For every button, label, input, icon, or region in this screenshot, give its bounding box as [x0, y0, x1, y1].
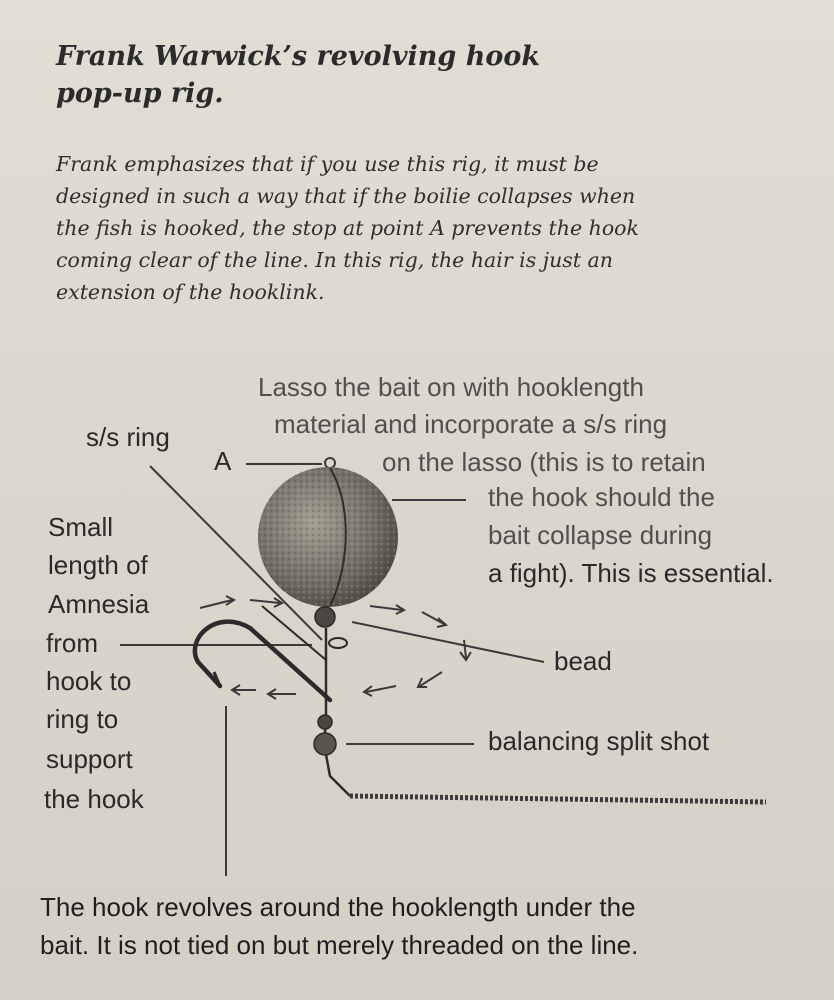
amnesia-note-line: Small — [48, 512, 114, 542]
ss-ring — [329, 638, 347, 648]
caption-line-2: bait. It is not tied on but merely threaded on the line. — [40, 930, 639, 960]
boilie-texture — [258, 467, 398, 607]
point-a-label: A — [214, 446, 232, 476]
bead-label: bead — [554, 646, 612, 676]
intro-line: designed in such a way that if the boilie collapses when — [56, 184, 636, 208]
lasso-note-line: a fight). This is essential. — [488, 558, 774, 588]
lower-bead — [318, 715, 332, 729]
diagram-caption — [40, 888, 820, 964]
braided-line — [350, 796, 766, 802]
intro-line: the fish is hooked, the stop at point A prevents the hook — [56, 216, 639, 240]
amnesia-note-line: ring to — [46, 704, 119, 734]
split-shot — [314, 733, 336, 755]
hooklength — [324, 628, 350, 796]
intro-line: Frank emphasizes that if you use this rig, it must be — [56, 152, 599, 176]
amnesia-note-line: support — [46, 744, 133, 774]
amnesia-note-line: from — [46, 628, 98, 658]
hook — [195, 622, 330, 700]
lasso-note-line: bait collapse during — [488, 520, 713, 550]
heading-line-1: Frank Warwick’s revolving hook — [56, 41, 541, 72]
amnesia-note-line: the hook — [44, 784, 144, 814]
lasso-note-line: material and incorporate a s/s ring — [274, 409, 668, 439]
bead-leader — [352, 622, 544, 662]
heading-line-2: pop-up rig. — [56, 78, 224, 109]
lasso-note-line: Lasso the bait on with hooklength — [258, 372, 644, 402]
amnesia-note-line: Amnesia — [48, 589, 150, 619]
intro-line: extension of the hooklink. — [56, 280, 325, 304]
bead — [315, 607, 335, 627]
amnesia-note-line: length of — [48, 550, 148, 580]
caption-line-1: The hook revolves around the hooklength under the — [40, 892, 636, 922]
ss-ring-label: s/s ring — [86, 422, 170, 452]
intro-line: coming clear of the line. In this rig, the hair is just an — [56, 248, 613, 272]
lasso-note-line: the hook should the — [488, 482, 715, 512]
split-shot-label: balancing split shot — [488, 726, 710, 756]
lasso-note-line: on the lasso (this is to retain — [382, 447, 706, 477]
amnesia-note-line: hook to — [46, 666, 132, 696]
lasso-ring-top — [325, 458, 335, 468]
